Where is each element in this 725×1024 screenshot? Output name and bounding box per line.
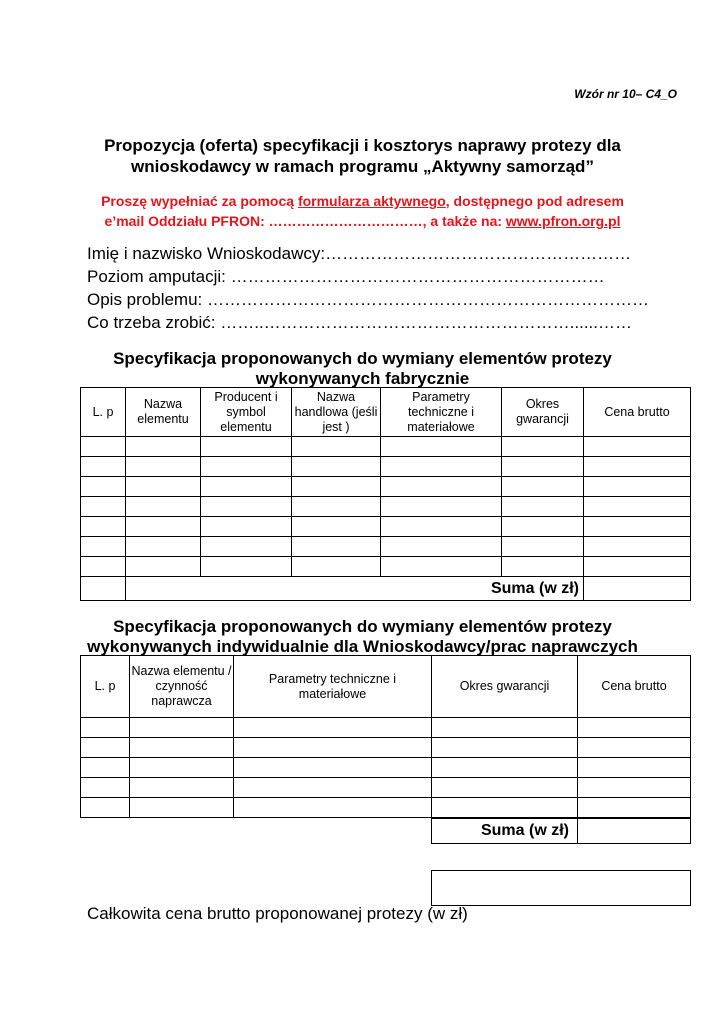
cell[interactable]: [381, 537, 502, 557]
cell[interactable]: [126, 517, 201, 537]
total-price-input[interactable]: [431, 870, 691, 906]
cell[interactable]: [201, 477, 292, 497]
table-row: [81, 778, 691, 798]
section1-title-line-2: wykonywanych fabrycznie: [255, 369, 470, 388]
cell[interactable]: [381, 517, 502, 537]
cell[interactable]: [381, 557, 502, 577]
cell[interactable]: [130, 758, 234, 778]
repair-scope-field[interactable]: Co trzeba zrobić: ……..………………………………………………......……: [87, 313, 633, 332]
cell[interactable]: [578, 738, 691, 758]
problem-description-field[interactable]: Opis problemu: ……………………………………………………………………: [87, 290, 649, 309]
active-form-link[interactable]: formularza aktywnego: [297, 193, 446, 209]
cell[interactable]: [81, 537, 126, 557]
header-warranty: Okres gwarancji: [502, 388, 584, 437]
section1-title-line-1: Specyfikacja proponowanych do wymiany elementów protezy: [113, 349, 612, 368]
cell[interactable]: [292, 537, 381, 557]
fill-instruction-text: e’mail Oddziału PFRON: ……………………………, a także na:: [104, 213, 506, 229]
table-row: [81, 477, 691, 497]
cell[interactable]: [201, 517, 292, 537]
cell[interactable]: [126, 497, 201, 517]
section2-title-line-1: Specyfikacja proponowanych do wymiany elementów protezy: [113, 617, 612, 636]
cell[interactable]: [578, 718, 691, 738]
cell[interactable]: [130, 798, 234, 818]
cell[interactable]: [502, 517, 584, 537]
cell[interactable]: [432, 758, 578, 778]
cell[interactable]: [234, 778, 432, 798]
fill-instruction-line-1: [40, 193, 685, 209]
cell[interactable]: [126, 557, 201, 577]
sum-value-cell[interactable]: [584, 577, 691, 601]
table-header-row: [81, 656, 691, 718]
header-gross-price: Cena brutto: [584, 388, 691, 437]
cell[interactable]: [381, 477, 502, 497]
total-price-label: Całkowita cena brutto proponowanej protezy (w zł): [87, 904, 468, 923]
cell[interactable]: [432, 718, 578, 738]
cell[interactable]: [578, 758, 691, 778]
cell[interactable]: [292, 437, 381, 457]
cell[interactable]: [502, 457, 584, 477]
cell[interactable]: [234, 758, 432, 778]
cell[interactable]: [81, 778, 130, 798]
cell[interactable]: [578, 778, 691, 798]
cell[interactable]: [234, 738, 432, 758]
cell[interactable]: [126, 537, 201, 557]
sum-label: Suma (w zł): [126, 577, 584, 601]
cell[interactable]: [292, 517, 381, 537]
amputation-level-field[interactable]: Poziom amputacji: …………………………………………………………: [87, 267, 605, 286]
sum-label: Suma (w zł): [480, 822, 569, 839]
table-row: [81, 437, 691, 457]
document-title-line-1: Propozycja (oferta) specyfikacji i kosztorys naprawy protezy dla: [104, 136, 621, 155]
cell[interactable]: [81, 517, 126, 537]
cell[interactable]: [126, 477, 201, 497]
cell[interactable]: [126, 437, 201, 457]
cell[interactable]: [130, 778, 234, 798]
cell[interactable]: [201, 457, 292, 477]
header-lp: L. p: [81, 388, 126, 437]
cell[interactable]: [201, 537, 292, 557]
fill-instruction-text: , dostępnego pod adresem: [445, 193, 624, 209]
cell[interactable]: [126, 457, 201, 477]
header-technical-params: Parametry techniczne i materiałowe: [381, 388, 502, 437]
cell[interactable]: [502, 557, 584, 577]
table-row: [81, 537, 691, 557]
factory-parts-table: [80, 387, 691, 601]
cell[interactable]: [584, 477, 691, 497]
cell[interactable]: [201, 437, 292, 457]
table-row: [81, 497, 691, 517]
section2-title-line-2: wykonywanych indywidualnie dla Wnioskodawcy/prac naprawczych: [87, 637, 638, 656]
cell[interactable]: [584, 497, 691, 517]
header-technical-params: Parametry techniczne i materiałowe: [234, 656, 432, 718]
cell[interactable]: [292, 557, 381, 577]
cell[interactable]: [381, 457, 502, 477]
cell[interactable]: [292, 457, 381, 477]
header-element-name: Nazwa elementu: [126, 388, 201, 437]
cell[interactable]: [81, 437, 126, 457]
cell[interactable]: [502, 477, 584, 497]
cell[interactable]: [130, 738, 234, 758]
custom-parts-table: [80, 655, 691, 818]
cell[interactable]: [81, 758, 130, 778]
table-row: [81, 557, 691, 577]
cell[interactable]: [584, 557, 691, 577]
cell[interactable]: [201, 497, 292, 517]
table-row: [81, 738, 691, 758]
cell[interactable]: [381, 437, 502, 457]
cell[interactable]: [130, 718, 234, 738]
cell[interactable]: [578, 798, 691, 818]
cell[interactable]: [381, 497, 502, 517]
cell[interactable]: [584, 437, 691, 457]
form-number: Wzór nr 10– C4_O: [574, 87, 677, 101]
cell[interactable]: [584, 537, 691, 557]
table-row: [81, 718, 691, 738]
cell[interactable]: [81, 497, 126, 517]
cell[interactable]: [432, 798, 578, 818]
pfron-website-link[interactable]: www.pfron.org.pl: [505, 213, 621, 229]
cell[interactable]: [81, 477, 126, 497]
cell[interactable]: [502, 437, 584, 457]
header-warranty: Okres gwarancji: [432, 656, 578, 718]
cell[interactable]: [234, 798, 432, 818]
cell[interactable]: [432, 738, 578, 758]
sum-box-2: [431, 818, 691, 844]
document-title-line-2: wnioskodawcy w ramach programu „Aktywny samorząd”: [131, 157, 594, 176]
cell[interactable]: [81, 738, 130, 758]
fill-instruction-text: Proszę wypełniać za pomocą: [101, 193, 298, 209]
cell: [81, 577, 126, 601]
cell[interactable]: [81, 557, 126, 577]
sum-row: [81, 577, 691, 601]
sum-value-cell[interactable]: [577, 819, 691, 843]
cell[interactable]: [432, 778, 578, 798]
table-row: [81, 457, 691, 477]
header-lp: L. p: [81, 656, 130, 718]
cell[interactable]: [81, 798, 130, 818]
cell[interactable]: [201, 557, 292, 577]
applicant-name-field[interactable]: Imię i nazwisko Wnioskodawcy:………………………………………………: [87, 244, 632, 263]
header-producer-symbol: Producent i symbol elementu: [201, 388, 292, 437]
cell[interactable]: [502, 497, 584, 517]
cell[interactable]: [584, 457, 691, 477]
cell[interactable]: [502, 537, 584, 557]
table-header-row: [81, 388, 691, 437]
header-gross-price: Cena brutto: [578, 656, 691, 718]
cell[interactable]: [81, 718, 130, 738]
cell[interactable]: [584, 517, 691, 537]
cell[interactable]: [81, 457, 126, 477]
table-row: [81, 798, 691, 818]
cell[interactable]: [234, 718, 432, 738]
table-row: [81, 758, 691, 778]
header-element-name: Nazwa elementu / czynność naprawcza: [130, 656, 234, 718]
header-trade-name: Nazwa handlowa (jeśli jest ): [292, 388, 381, 437]
fill-instruction-line-2: [40, 213, 685, 229]
cell[interactable]: [292, 477, 381, 497]
cell[interactable]: [292, 497, 381, 517]
table-row: [81, 517, 691, 537]
